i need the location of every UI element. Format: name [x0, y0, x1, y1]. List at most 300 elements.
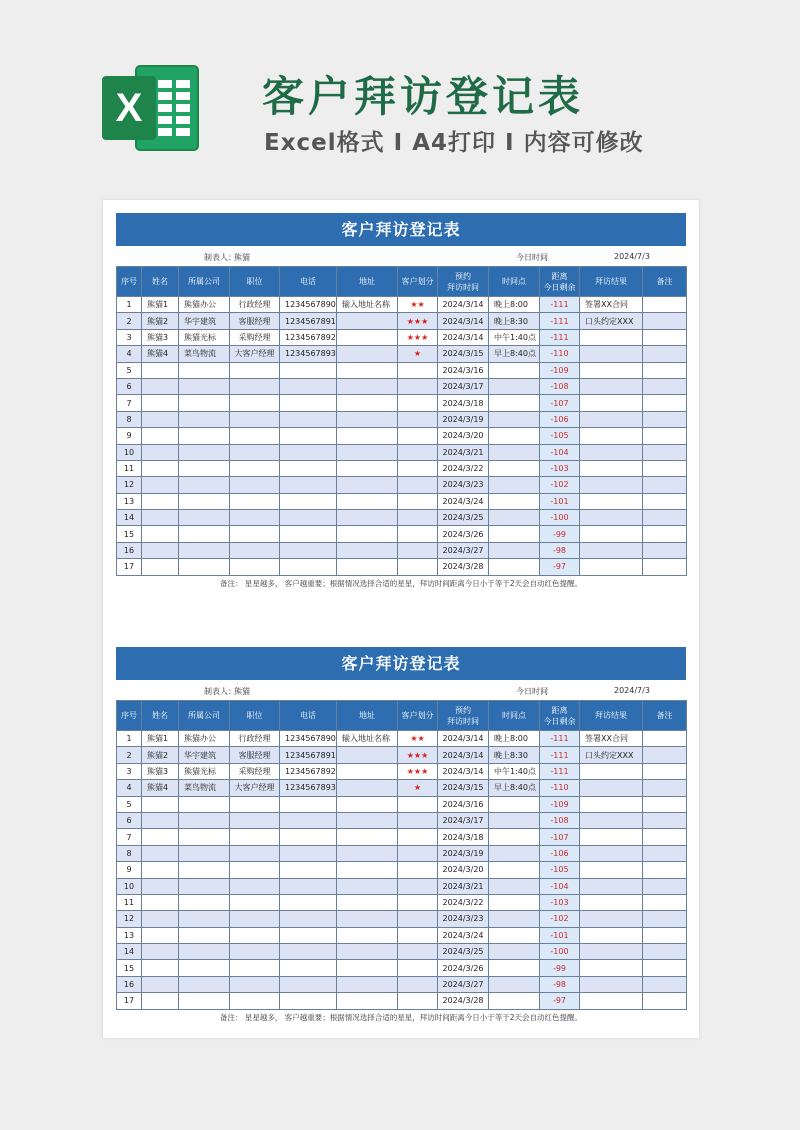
- cell-result[interactable]: [580, 894, 643, 910]
- cell-time[interactable]: [489, 796, 540, 812]
- cell-rating[interactable]: ★★: [398, 731, 438, 747]
- cell-address[interactable]: [337, 542, 398, 558]
- cell-rating[interactable]: ★★★: [398, 329, 438, 345]
- cell-name[interactable]: [142, 411, 179, 427]
- cell-name[interactable]: [142, 993, 179, 1009]
- cell-days-left[interactable]: -111: [540, 313, 580, 329]
- cell-result[interactable]: [580, 780, 643, 796]
- cell-result[interactable]: 口头约定XXX: [580, 747, 643, 763]
- cell-company[interactable]: [179, 845, 230, 861]
- cell-rating[interactable]: ★★★: [398, 313, 438, 329]
- cell-remark[interactable]: [643, 731, 687, 747]
- cell-appointment[interactable]: 2024/3/24: [438, 493, 489, 509]
- cell-result[interactable]: [580, 976, 643, 992]
- cell-company[interactable]: [179, 542, 230, 558]
- cell-phone[interactable]: [280, 960, 337, 976]
- cell-position[interactable]: 客服经理: [230, 313, 280, 329]
- cell-result[interactable]: [580, 878, 643, 894]
- cell-company[interactable]: [179, 362, 230, 378]
- cell-result[interactable]: [580, 378, 643, 394]
- cell-phone[interactable]: [280, 510, 337, 526]
- cell-address[interactable]: [337, 411, 398, 427]
- cell-name[interactable]: [142, 526, 179, 542]
- cell-index[interactable]: 6: [117, 812, 142, 828]
- cell-position[interactable]: 客服经理: [230, 747, 280, 763]
- cell-appointment[interactable]: 2024/3/16: [438, 362, 489, 378]
- cell-position[interactable]: [230, 829, 280, 845]
- cell-name[interactable]: 熊猫3: [142, 329, 179, 345]
- cell-phone[interactable]: [280, 477, 337, 493]
- cell-time[interactable]: [489, 460, 540, 476]
- cell-index[interactable]: 8: [117, 845, 142, 861]
- cell-address[interactable]: [337, 780, 398, 796]
- cell-company[interactable]: [179, 927, 230, 943]
- cell-remark[interactable]: [643, 960, 687, 976]
- cell-address[interactable]: [337, 329, 398, 345]
- cell-index[interactable]: 13: [117, 927, 142, 943]
- cell-index[interactable]: 11: [117, 894, 142, 910]
- cell-index[interactable]: 5: [117, 796, 142, 812]
- cell-company[interactable]: [179, 862, 230, 878]
- cell-time[interactable]: [489, 944, 540, 960]
- cell-position[interactable]: [230, 894, 280, 910]
- cell-address[interactable]: [337, 477, 398, 493]
- cell-time[interactable]: [489, 559, 540, 575]
- cell-days-left[interactable]: -98: [540, 542, 580, 558]
- cell-result[interactable]: [580, 911, 643, 927]
- cell-company[interactable]: 熊猫办公: [179, 731, 230, 747]
- cell-company[interactable]: [179, 993, 230, 1009]
- cell-rating[interactable]: [398, 477, 438, 493]
- cell-remark[interactable]: [643, 460, 687, 476]
- cell-rating[interactable]: ★★: [398, 297, 438, 313]
- cell-remark[interactable]: [643, 878, 687, 894]
- cell-phone[interactable]: [280, 460, 337, 476]
- cell-name[interactable]: [142, 378, 179, 394]
- cell-days-left[interactable]: -99: [540, 960, 580, 976]
- cell-company[interactable]: [179, 378, 230, 394]
- cell-index[interactable]: 2: [117, 747, 142, 763]
- cell-time[interactable]: [489, 927, 540, 943]
- cell-result[interactable]: [580, 829, 643, 845]
- cell-name[interactable]: 熊猫1: [142, 731, 179, 747]
- cell-remark[interactable]: [643, 796, 687, 812]
- cell-days-left[interactable]: -103: [540, 894, 580, 910]
- cell-result[interactable]: [580, 845, 643, 861]
- cell-index[interactable]: 10: [117, 878, 142, 894]
- cell-name[interactable]: [142, 845, 179, 861]
- cell-time[interactable]: 中午1:40点: [489, 329, 540, 345]
- cell-days-left[interactable]: -98: [540, 976, 580, 992]
- cell-position[interactable]: [230, 526, 280, 542]
- cell-rating[interactable]: [398, 411, 438, 427]
- cell-index[interactable]: 13: [117, 493, 142, 509]
- cell-result[interactable]: [580, 796, 643, 812]
- cell-days-left[interactable]: -108: [540, 378, 580, 394]
- cell-phone[interactable]: [280, 927, 337, 943]
- cell-index[interactable]: 3: [117, 763, 142, 779]
- cell-days-left[interactable]: -109: [540, 362, 580, 378]
- cell-index[interactable]: 5: [117, 362, 142, 378]
- cell-result[interactable]: [580, 812, 643, 828]
- cell-phone[interactable]: [280, 411, 337, 427]
- cell-appointment[interactable]: 2024/3/21: [438, 444, 489, 460]
- cell-position[interactable]: [230, 878, 280, 894]
- cell-index[interactable]: 4: [117, 346, 142, 362]
- cell-address[interactable]: [337, 428, 398, 444]
- cell-position[interactable]: [230, 378, 280, 394]
- cell-result[interactable]: [580, 329, 643, 345]
- cell-days-left[interactable]: -100: [540, 510, 580, 526]
- cell-result[interactable]: [580, 428, 643, 444]
- cell-index[interactable]: 15: [117, 960, 142, 976]
- cell-company[interactable]: [179, 510, 230, 526]
- cell-address[interactable]: [337, 444, 398, 460]
- cell-rating[interactable]: [398, 444, 438, 460]
- cell-address[interactable]: [337, 927, 398, 943]
- cell-company[interactable]: [179, 911, 230, 927]
- cell-phone[interactable]: [280, 976, 337, 992]
- cell-name[interactable]: [142, 493, 179, 509]
- cell-time[interactable]: 晚上8:00: [489, 297, 540, 313]
- cell-address[interactable]: [337, 960, 398, 976]
- cell-company[interactable]: 熊猫光标: [179, 763, 230, 779]
- cell-position[interactable]: [230, 944, 280, 960]
- cell-appointment[interactable]: 2024/3/15: [438, 346, 489, 362]
- cell-position[interactable]: 大客户经理: [230, 346, 280, 362]
- cell-time[interactable]: [489, 477, 540, 493]
- cell-days-left[interactable]: -97: [540, 559, 580, 575]
- cell-index[interactable]: 7: [117, 829, 142, 845]
- cell-time[interactable]: [489, 395, 540, 411]
- cell-days-left[interactable]: -107: [540, 829, 580, 845]
- cell-position[interactable]: [230, 862, 280, 878]
- cell-remark[interactable]: [643, 829, 687, 845]
- cell-name[interactable]: [142, 862, 179, 878]
- cell-position[interactable]: [230, 812, 280, 828]
- cell-address[interactable]: [337, 862, 398, 878]
- cell-rating[interactable]: [398, 796, 438, 812]
- cell-position[interactable]: [230, 993, 280, 1009]
- cell-time[interactable]: [489, 960, 540, 976]
- cell-address[interactable]: [337, 378, 398, 394]
- cell-index[interactable]: 8: [117, 411, 142, 427]
- cell-phone[interactable]: [280, 862, 337, 878]
- cell-address[interactable]: [337, 362, 398, 378]
- cell-appointment[interactable]: 2024/3/19: [438, 411, 489, 427]
- cell-time[interactable]: 中午1:40点: [489, 763, 540, 779]
- cell-rating[interactable]: ★: [398, 780, 438, 796]
- cell-remark[interactable]: [643, 477, 687, 493]
- cell-address[interactable]: [337, 878, 398, 894]
- cell-phone[interactable]: [280, 944, 337, 960]
- cell-company[interactable]: [179, 829, 230, 845]
- cell-result[interactable]: [580, 862, 643, 878]
- cell-days-left[interactable]: -104: [540, 878, 580, 894]
- cell-remark[interactable]: [643, 510, 687, 526]
- cell-remark[interactable]: [643, 411, 687, 427]
- cell-days-left[interactable]: -103: [540, 460, 580, 476]
- cell-rating[interactable]: [398, 526, 438, 542]
- cell-name[interactable]: [142, 796, 179, 812]
- cell-days-left[interactable]: -109: [540, 796, 580, 812]
- cell-name[interactable]: 熊猫4: [142, 346, 179, 362]
- cell-name[interactable]: [142, 542, 179, 558]
- cell-time[interactable]: [489, 378, 540, 394]
- cell-address[interactable]: [337, 747, 398, 763]
- cell-appointment[interactable]: 2024/3/24: [438, 927, 489, 943]
- cell-rating[interactable]: [398, 927, 438, 943]
- cell-address[interactable]: [337, 526, 398, 542]
- cell-appointment[interactable]: 2024/3/28: [438, 559, 489, 575]
- cell-remark[interactable]: [643, 976, 687, 992]
- cell-index[interactable]: 6: [117, 378, 142, 394]
- cell-days-left[interactable]: -110: [540, 780, 580, 796]
- cell-phone[interactable]: [280, 559, 337, 575]
- cell-result[interactable]: [580, 993, 643, 1009]
- cell-days-left[interactable]: -111: [540, 763, 580, 779]
- cell-position[interactable]: 行政经理: [230, 731, 280, 747]
- cell-name[interactable]: [142, 510, 179, 526]
- cell-index[interactable]: 17: [117, 993, 142, 1009]
- cell-name[interactable]: [142, 878, 179, 894]
- cell-phone[interactable]: [280, 526, 337, 542]
- cell-rating[interactable]: [398, 395, 438, 411]
- cell-time[interactable]: [489, 526, 540, 542]
- cell-rating[interactable]: [398, 911, 438, 927]
- cell-time[interactable]: [489, 493, 540, 509]
- cell-days-left[interactable]: -101: [540, 927, 580, 943]
- cell-position[interactable]: [230, 395, 280, 411]
- cell-appointment[interactable]: 2024/3/14: [438, 763, 489, 779]
- cell-days-left[interactable]: -111: [540, 747, 580, 763]
- cell-position[interactable]: [230, 428, 280, 444]
- cell-days-left[interactable]: -105: [540, 862, 580, 878]
- cell-time[interactable]: 晚上8:30: [489, 747, 540, 763]
- cell-rating[interactable]: [398, 845, 438, 861]
- cell-address[interactable]: [337, 493, 398, 509]
- cell-rating[interactable]: [398, 460, 438, 476]
- cell-company[interactable]: 华宇建筑: [179, 313, 230, 329]
- cell-rating[interactable]: ★★★: [398, 747, 438, 763]
- cell-position[interactable]: [230, 493, 280, 509]
- cell-address[interactable]: [337, 395, 398, 411]
- cell-result[interactable]: [580, 395, 643, 411]
- cell-position[interactable]: [230, 510, 280, 526]
- cell-time[interactable]: [489, 411, 540, 427]
- cell-time[interactable]: 晚上8:30: [489, 313, 540, 329]
- cell-appointment[interactable]: 2024/3/20: [438, 428, 489, 444]
- cell-name[interactable]: [142, 395, 179, 411]
- cell-rating[interactable]: ★★★: [398, 763, 438, 779]
- cell-company[interactable]: [179, 944, 230, 960]
- cell-address[interactable]: [337, 845, 398, 861]
- cell-rating[interactable]: [398, 960, 438, 976]
- cell-days-left[interactable]: -108: [540, 812, 580, 828]
- cell-index[interactable]: 10: [117, 444, 142, 460]
- cell-index[interactable]: 1: [117, 297, 142, 313]
- cell-index[interactable]: 11: [117, 460, 142, 476]
- cell-name[interactable]: [142, 944, 179, 960]
- cell-appointment[interactable]: 2024/3/25: [438, 944, 489, 960]
- cell-name[interactable]: [142, 976, 179, 992]
- cell-appointment[interactable]: 2024/3/15: [438, 780, 489, 796]
- cell-remark[interactable]: [643, 493, 687, 509]
- cell-remark[interactable]: [643, 812, 687, 828]
- cell-phone[interactable]: 1234567890: [280, 731, 337, 747]
- cell-name[interactable]: [142, 362, 179, 378]
- cell-rating[interactable]: [398, 542, 438, 558]
- cell-remark[interactable]: [643, 780, 687, 796]
- cell-company[interactable]: 菜鸟物流: [179, 346, 230, 362]
- cell-position[interactable]: [230, 796, 280, 812]
- cell-rating[interactable]: [398, 944, 438, 960]
- cell-position[interactable]: [230, 976, 280, 992]
- cell-phone[interactable]: 1234567893: [280, 780, 337, 796]
- cell-result[interactable]: 签署XX合同: [580, 731, 643, 747]
- cell-index[interactable]: 12: [117, 477, 142, 493]
- cell-rating[interactable]: [398, 510, 438, 526]
- cell-appointment[interactable]: 2024/3/14: [438, 313, 489, 329]
- cell-company[interactable]: [179, 493, 230, 509]
- cell-days-left[interactable]: -111: [540, 297, 580, 313]
- cell-rating[interactable]: [398, 894, 438, 910]
- cell-result[interactable]: [580, 559, 643, 575]
- cell-remark[interactable]: [643, 542, 687, 558]
- cell-name[interactable]: 熊猫2: [142, 747, 179, 763]
- cell-name[interactable]: 熊猫4: [142, 780, 179, 796]
- cell-remark[interactable]: [643, 944, 687, 960]
- cell-index[interactable]: 7: [117, 395, 142, 411]
- cell-days-left[interactable]: -107: [540, 395, 580, 411]
- cell-phone[interactable]: 1234567891: [280, 313, 337, 329]
- cell-appointment[interactable]: 2024/3/18: [438, 395, 489, 411]
- cell-rating[interactable]: [398, 493, 438, 509]
- cell-time[interactable]: [489, 862, 540, 878]
- cell-rating[interactable]: [398, 878, 438, 894]
- cell-phone[interactable]: [280, 911, 337, 927]
- cell-address[interactable]: [337, 944, 398, 960]
- cell-remark[interactable]: [643, 378, 687, 394]
- cell-phone[interactable]: [280, 796, 337, 812]
- cell-appointment[interactable]: 2024/3/18: [438, 829, 489, 845]
- cell-remark[interactable]: [643, 845, 687, 861]
- cell-index[interactable]: 14: [117, 944, 142, 960]
- cell-name[interactable]: [142, 444, 179, 460]
- cell-address[interactable]: 输入地址名称: [337, 731, 398, 747]
- cell-rating[interactable]: [398, 362, 438, 378]
- cell-rating[interactable]: [398, 976, 438, 992]
- cell-phone[interactable]: 1234567892: [280, 763, 337, 779]
- cell-index[interactable]: 9: [117, 428, 142, 444]
- cell-company[interactable]: [179, 395, 230, 411]
- cell-name[interactable]: [142, 460, 179, 476]
- cell-appointment[interactable]: 2024/3/22: [438, 460, 489, 476]
- cell-position[interactable]: [230, 542, 280, 558]
- cell-position[interactable]: [230, 911, 280, 927]
- cell-appointment[interactable]: 2024/3/16: [438, 796, 489, 812]
- cell-company[interactable]: [179, 477, 230, 493]
- cell-appointment[interactable]: 2024/3/27: [438, 976, 489, 992]
- cell-address[interactable]: [337, 346, 398, 362]
- cell-company[interactable]: 熊猫光标: [179, 329, 230, 345]
- cell-company[interactable]: [179, 460, 230, 476]
- cell-address[interactable]: [337, 976, 398, 992]
- cell-position[interactable]: 大客户经理: [230, 780, 280, 796]
- cell-company[interactable]: [179, 559, 230, 575]
- cell-rating[interactable]: [398, 559, 438, 575]
- cell-days-left[interactable]: -106: [540, 845, 580, 861]
- cell-phone[interactable]: [280, 444, 337, 460]
- cell-address[interactable]: [337, 829, 398, 845]
- cell-index[interactable]: 12: [117, 911, 142, 927]
- cell-phone[interactable]: [280, 493, 337, 509]
- cell-days-left[interactable]: -102: [540, 911, 580, 927]
- cell-company[interactable]: [179, 796, 230, 812]
- cell-remark[interactable]: [643, 894, 687, 910]
- cell-time[interactable]: 晚上8:00: [489, 731, 540, 747]
- cell-index[interactable]: 16: [117, 542, 142, 558]
- cell-rating[interactable]: [398, 428, 438, 444]
- cell-remark[interactable]: [643, 927, 687, 943]
- cell-remark[interactable]: [643, 862, 687, 878]
- cell-position[interactable]: [230, 845, 280, 861]
- cell-address[interactable]: [337, 763, 398, 779]
- cell-company[interactable]: [179, 960, 230, 976]
- cell-remark[interactable]: [643, 911, 687, 927]
- cell-name[interactable]: 熊猫1: [142, 297, 179, 313]
- cell-name[interactable]: [142, 477, 179, 493]
- cell-remark[interactable]: [643, 329, 687, 345]
- cell-time[interactable]: 早上8:40点: [489, 346, 540, 362]
- cell-rating[interactable]: [398, 378, 438, 394]
- cell-address[interactable]: 输入地址名称: [337, 297, 398, 313]
- cell-time[interactable]: [489, 993, 540, 1009]
- cell-phone[interactable]: [280, 894, 337, 910]
- cell-days-left[interactable]: -100: [540, 944, 580, 960]
- cell-appointment[interactable]: 2024/3/23: [438, 911, 489, 927]
- cell-appointment[interactable]: 2024/3/27: [438, 542, 489, 558]
- cell-appointment[interactable]: 2024/3/17: [438, 378, 489, 394]
- cell-time[interactable]: [489, 428, 540, 444]
- cell-appointment[interactable]: 2024/3/14: [438, 329, 489, 345]
- cell-name[interactable]: [142, 894, 179, 910]
- cell-time[interactable]: 早上8:40点: [489, 780, 540, 796]
- cell-result[interactable]: [580, 510, 643, 526]
- cell-rating[interactable]: [398, 829, 438, 845]
- cell-index[interactable]: 14: [117, 510, 142, 526]
- cell-company[interactable]: [179, 878, 230, 894]
- cell-company[interactable]: [179, 526, 230, 542]
- cell-company[interactable]: [179, 812, 230, 828]
- cell-result[interactable]: [580, 460, 643, 476]
- cell-result[interactable]: [580, 444, 643, 460]
- cell-name[interactable]: [142, 829, 179, 845]
- cell-time[interactable]: [489, 510, 540, 526]
- cell-appointment[interactable]: 2024/3/14: [438, 731, 489, 747]
- cell-result[interactable]: [580, 362, 643, 378]
- cell-position[interactable]: [230, 960, 280, 976]
- cell-result[interactable]: [580, 944, 643, 960]
- cell-result[interactable]: [580, 493, 643, 509]
- cell-remark[interactable]: [643, 559, 687, 575]
- cell-result[interactable]: 签署XX合同: [580, 297, 643, 313]
- cell-time[interactable]: [489, 976, 540, 992]
- cell-remark[interactable]: [643, 444, 687, 460]
- cell-address[interactable]: [337, 993, 398, 1009]
- cell-index[interactable]: 4: [117, 780, 142, 796]
- cell-remark[interactable]: [643, 526, 687, 542]
